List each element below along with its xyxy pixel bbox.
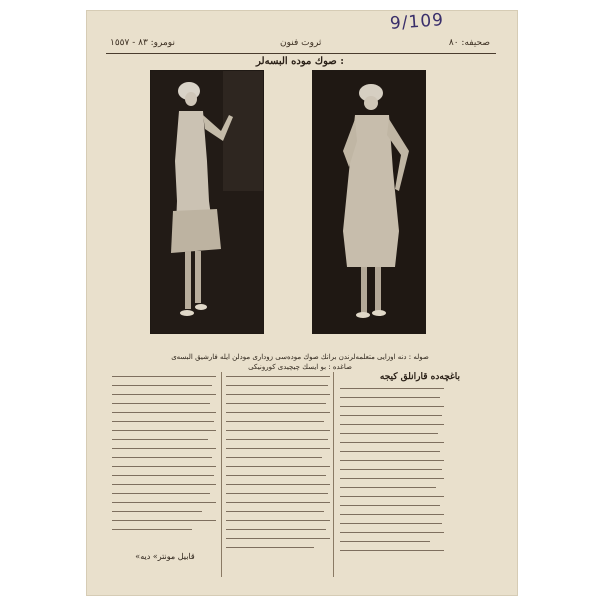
caption-line-1: صوله : دنه اوزایی متعلمه‌لرندن برانك صوك موده‌سی زوداری مودلن ایله فارشیق البسه‌ی: [171, 353, 429, 361]
magazine-name: ثروت فنون: [280, 38, 322, 48]
column-divider: [221, 372, 222, 577]
article-title: باغچه‌ده قارانلق کیجه: [379, 372, 460, 382]
left-fashion-photo: [150, 70, 264, 334]
text-column-middle: [226, 376, 332, 556]
column-divider: [333, 372, 334, 577]
text-column-right: [340, 388, 446, 559]
header-divider: [106, 53, 496, 54]
caption-line-2: صاغده : بو ایسك چیچیدی کورونیکی: [248, 363, 352, 371]
page-number: صحیفه: ٨٠: [448, 38, 490, 48]
right-fashion-photo: [312, 70, 426, 334]
text-column-left: [112, 376, 218, 538]
page-header: [110, 38, 490, 52]
handwritten-annotation: 9/109: [389, 10, 445, 34]
section-title: صوك موده البسه‌لر :: [256, 56, 344, 67]
photo-caption: [150, 352, 450, 372]
column-end-note: «قابیل مونتر» دیه: [135, 552, 195, 561]
issue-number: نومرو: ٨٣ - ١٥٥٧: [110, 38, 175, 48]
